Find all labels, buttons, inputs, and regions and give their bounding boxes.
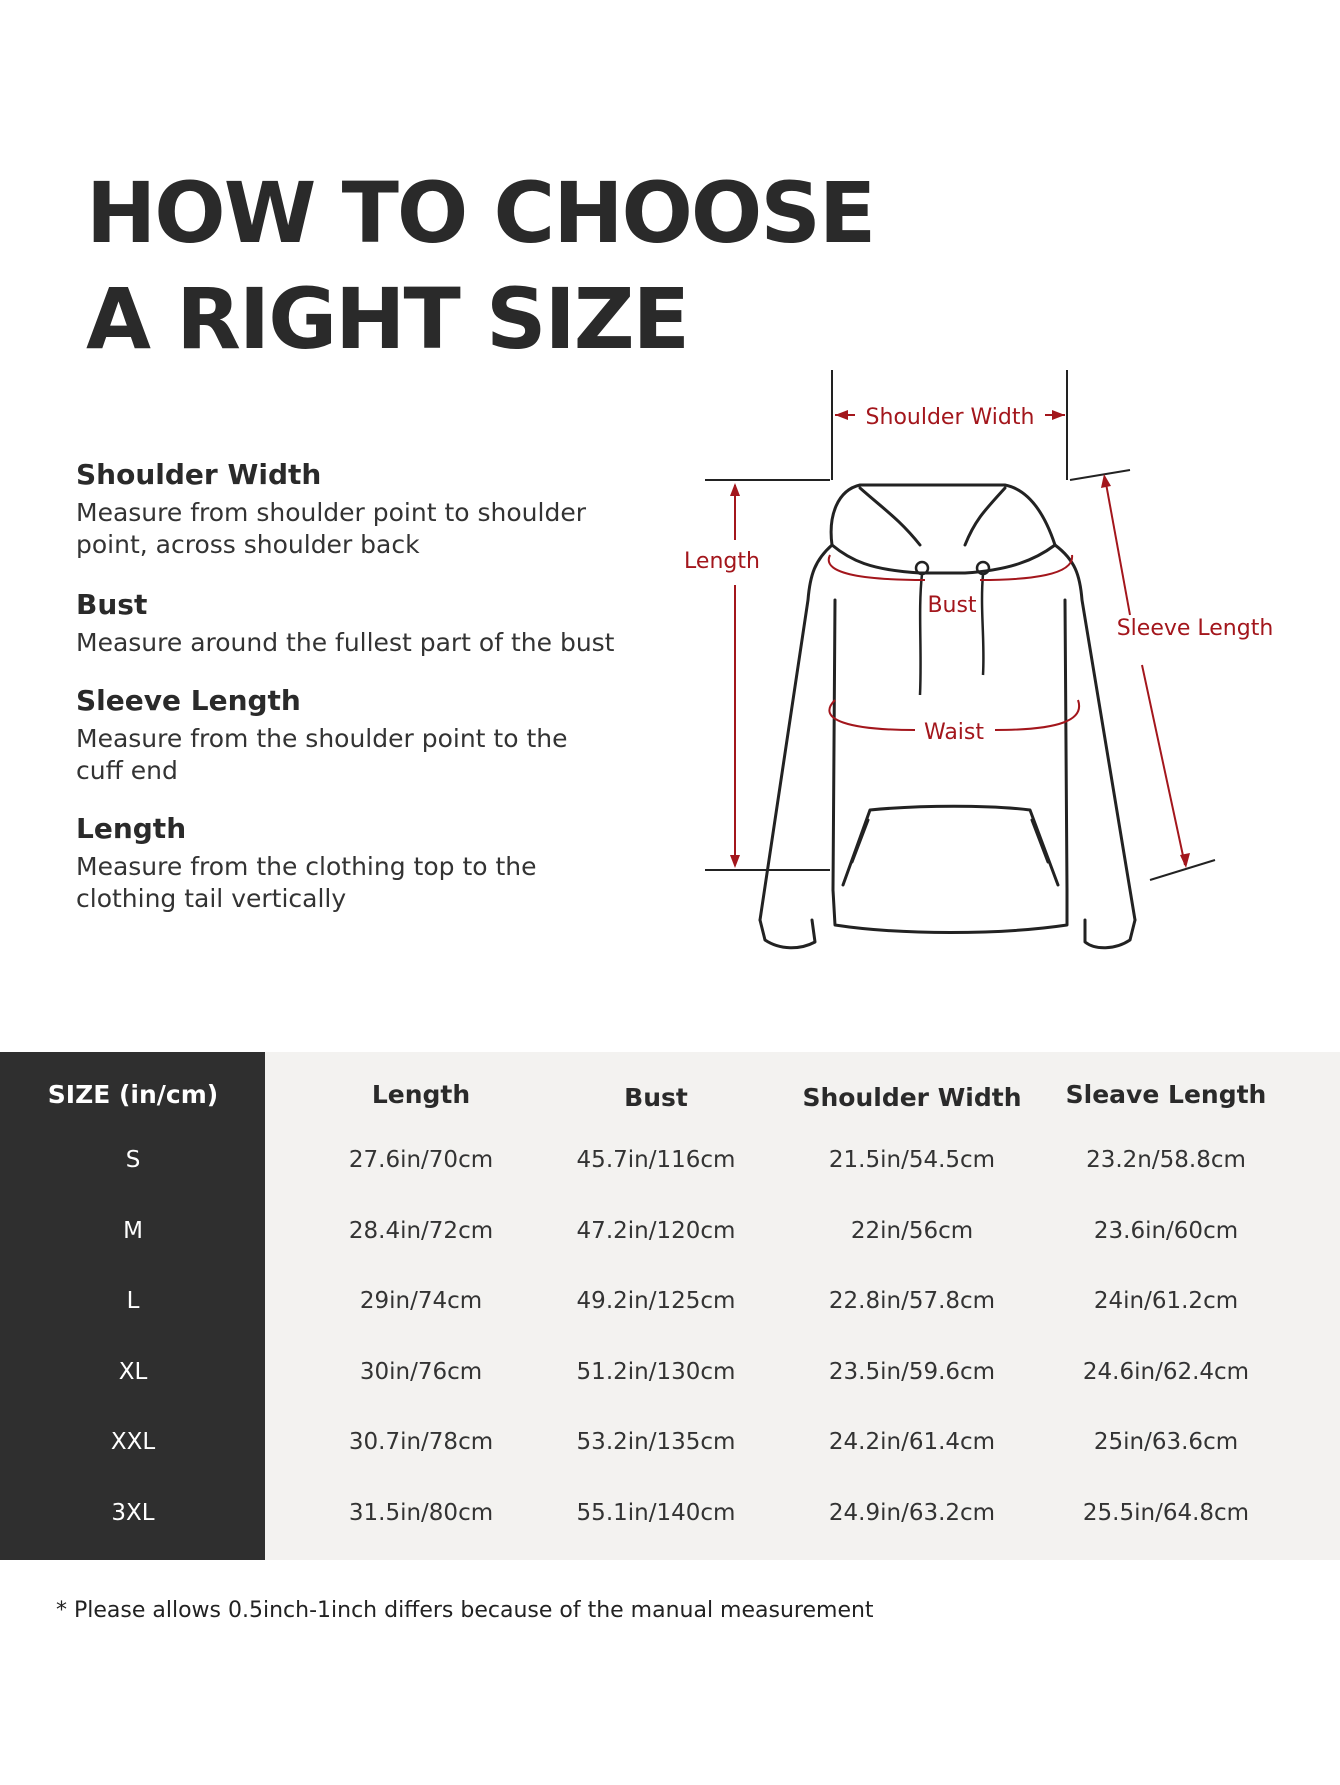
- guide-description-line: Measure around the fullest part of the bust: [76, 628, 615, 657]
- table-cell: 24.9in/63.2cm: [828, 1500, 996, 1526]
- guide-description: [76, 851, 666, 915]
- page-title: [86, 160, 874, 372]
- column-header: Length: [371, 1080, 471, 1109]
- table-cell: 53.2in/135cm: [576, 1429, 736, 1455]
- guide-description: [76, 627, 666, 659]
- drawstrings: [916, 562, 989, 695]
- size-header: SIZE (in/cm): [47, 1080, 219, 1109]
- table-cell: 29in/74cm: [359, 1288, 483, 1314]
- measurement-note: * Please allows 0.5inch-1inch differs because of the manual measurement: [56, 1598, 874, 1623]
- guide-item: [76, 458, 666, 561]
- column-header: Bust: [624, 1083, 688, 1112]
- guide-description-line: clothing tail vertically: [76, 884, 347, 913]
- table-cell: 27.6in/70cm: [348, 1147, 494, 1173]
- hoodie-outline: [760, 485, 1135, 948]
- guide-heading: Length: [76, 812, 187, 845]
- table-cell: 23.6in/60cm: [1093, 1218, 1239, 1244]
- table-cell: 23.5in/59.6cm: [828, 1359, 996, 1385]
- label-shoulder-width: Shoulder Width: [865, 405, 1035, 430]
- table-cell: 25.5in/64.8cm: [1082, 1500, 1250, 1526]
- title-line-2: A RIGHT SIZE: [86, 270, 689, 368]
- size-cell: L: [126, 1288, 140, 1314]
- label-waist: Waist: [923, 720, 985, 745]
- table-cell: 30in/76cm: [359, 1359, 483, 1385]
- table-cell: 24.6in/62.4cm: [1082, 1359, 1250, 1385]
- table-cell: 22in/56cm: [850, 1218, 974, 1244]
- label-bust: Bust: [927, 593, 977, 618]
- size-cell: XXL: [110, 1429, 156, 1455]
- table-cell: 55.1in/140cm: [576, 1500, 736, 1526]
- table-cell: 23.2n/58.8cm: [1086, 1147, 1246, 1173]
- table-cell: 47.2in/120cm: [576, 1218, 736, 1244]
- label-sleeve-length: Sleeve Length: [1116, 616, 1274, 641]
- label-length: Length: [684, 549, 760, 574]
- table-cell: 22.8in/57.8cm: [828, 1288, 996, 1314]
- hoodie-diagram: [640, 355, 1290, 975]
- table-cell: 24.2in/61.4cm: [828, 1429, 996, 1455]
- table-cell: 51.2in/130cm: [576, 1359, 736, 1385]
- table-cell: 31.5in/80cm: [348, 1500, 494, 1526]
- guide-heading: Shoulder Width: [76, 458, 322, 491]
- size-cell: S: [125, 1147, 141, 1173]
- table-cell: 21.5in/54.5cm: [828, 1147, 996, 1173]
- guide-description-line: cuff end: [76, 756, 178, 785]
- guide-heading: Sleeve Length: [76, 684, 301, 717]
- table-cell: 49.2in/125cm: [576, 1288, 736, 1314]
- size-cell: M: [123, 1218, 143, 1244]
- title-line-1: HOW TO CHOOSE: [86, 164, 875, 262]
- table-cell: 24in/61.2cm: [1093, 1288, 1239, 1314]
- column-header: Shoulder Width: [802, 1083, 1022, 1112]
- column-header: Sleave Length: [1065, 1080, 1267, 1109]
- guide-description: [76, 497, 666, 561]
- size-cell: 3XL: [111, 1500, 155, 1526]
- guide-description-line: Measure from shoulder point to shoulder: [76, 498, 586, 527]
- guide-description: [76, 723, 666, 787]
- table-cell: 30.7in/78cm: [348, 1429, 494, 1455]
- guide-item: [76, 812, 666, 915]
- guide-description-line: Measure from the clothing top to the: [76, 852, 537, 881]
- guide-description-line: point, across shoulder back: [76, 530, 420, 559]
- size-chart-table: [0, 1052, 1340, 1560]
- measure-labels: [684, 405, 1273, 745]
- table-cell: 25in/63.6cm: [1093, 1429, 1239, 1455]
- guide-item: [76, 684, 666, 787]
- guide-item: [76, 588, 666, 659]
- guide-heading: Bust: [76, 588, 148, 621]
- table-cell: 45.7in/116cm: [576, 1147, 736, 1173]
- table-cell: 28.4in/72cm: [348, 1218, 494, 1244]
- size-cell: XL: [118, 1359, 148, 1385]
- guide-description-line: Measure from the shoulder point to the: [76, 724, 568, 753]
